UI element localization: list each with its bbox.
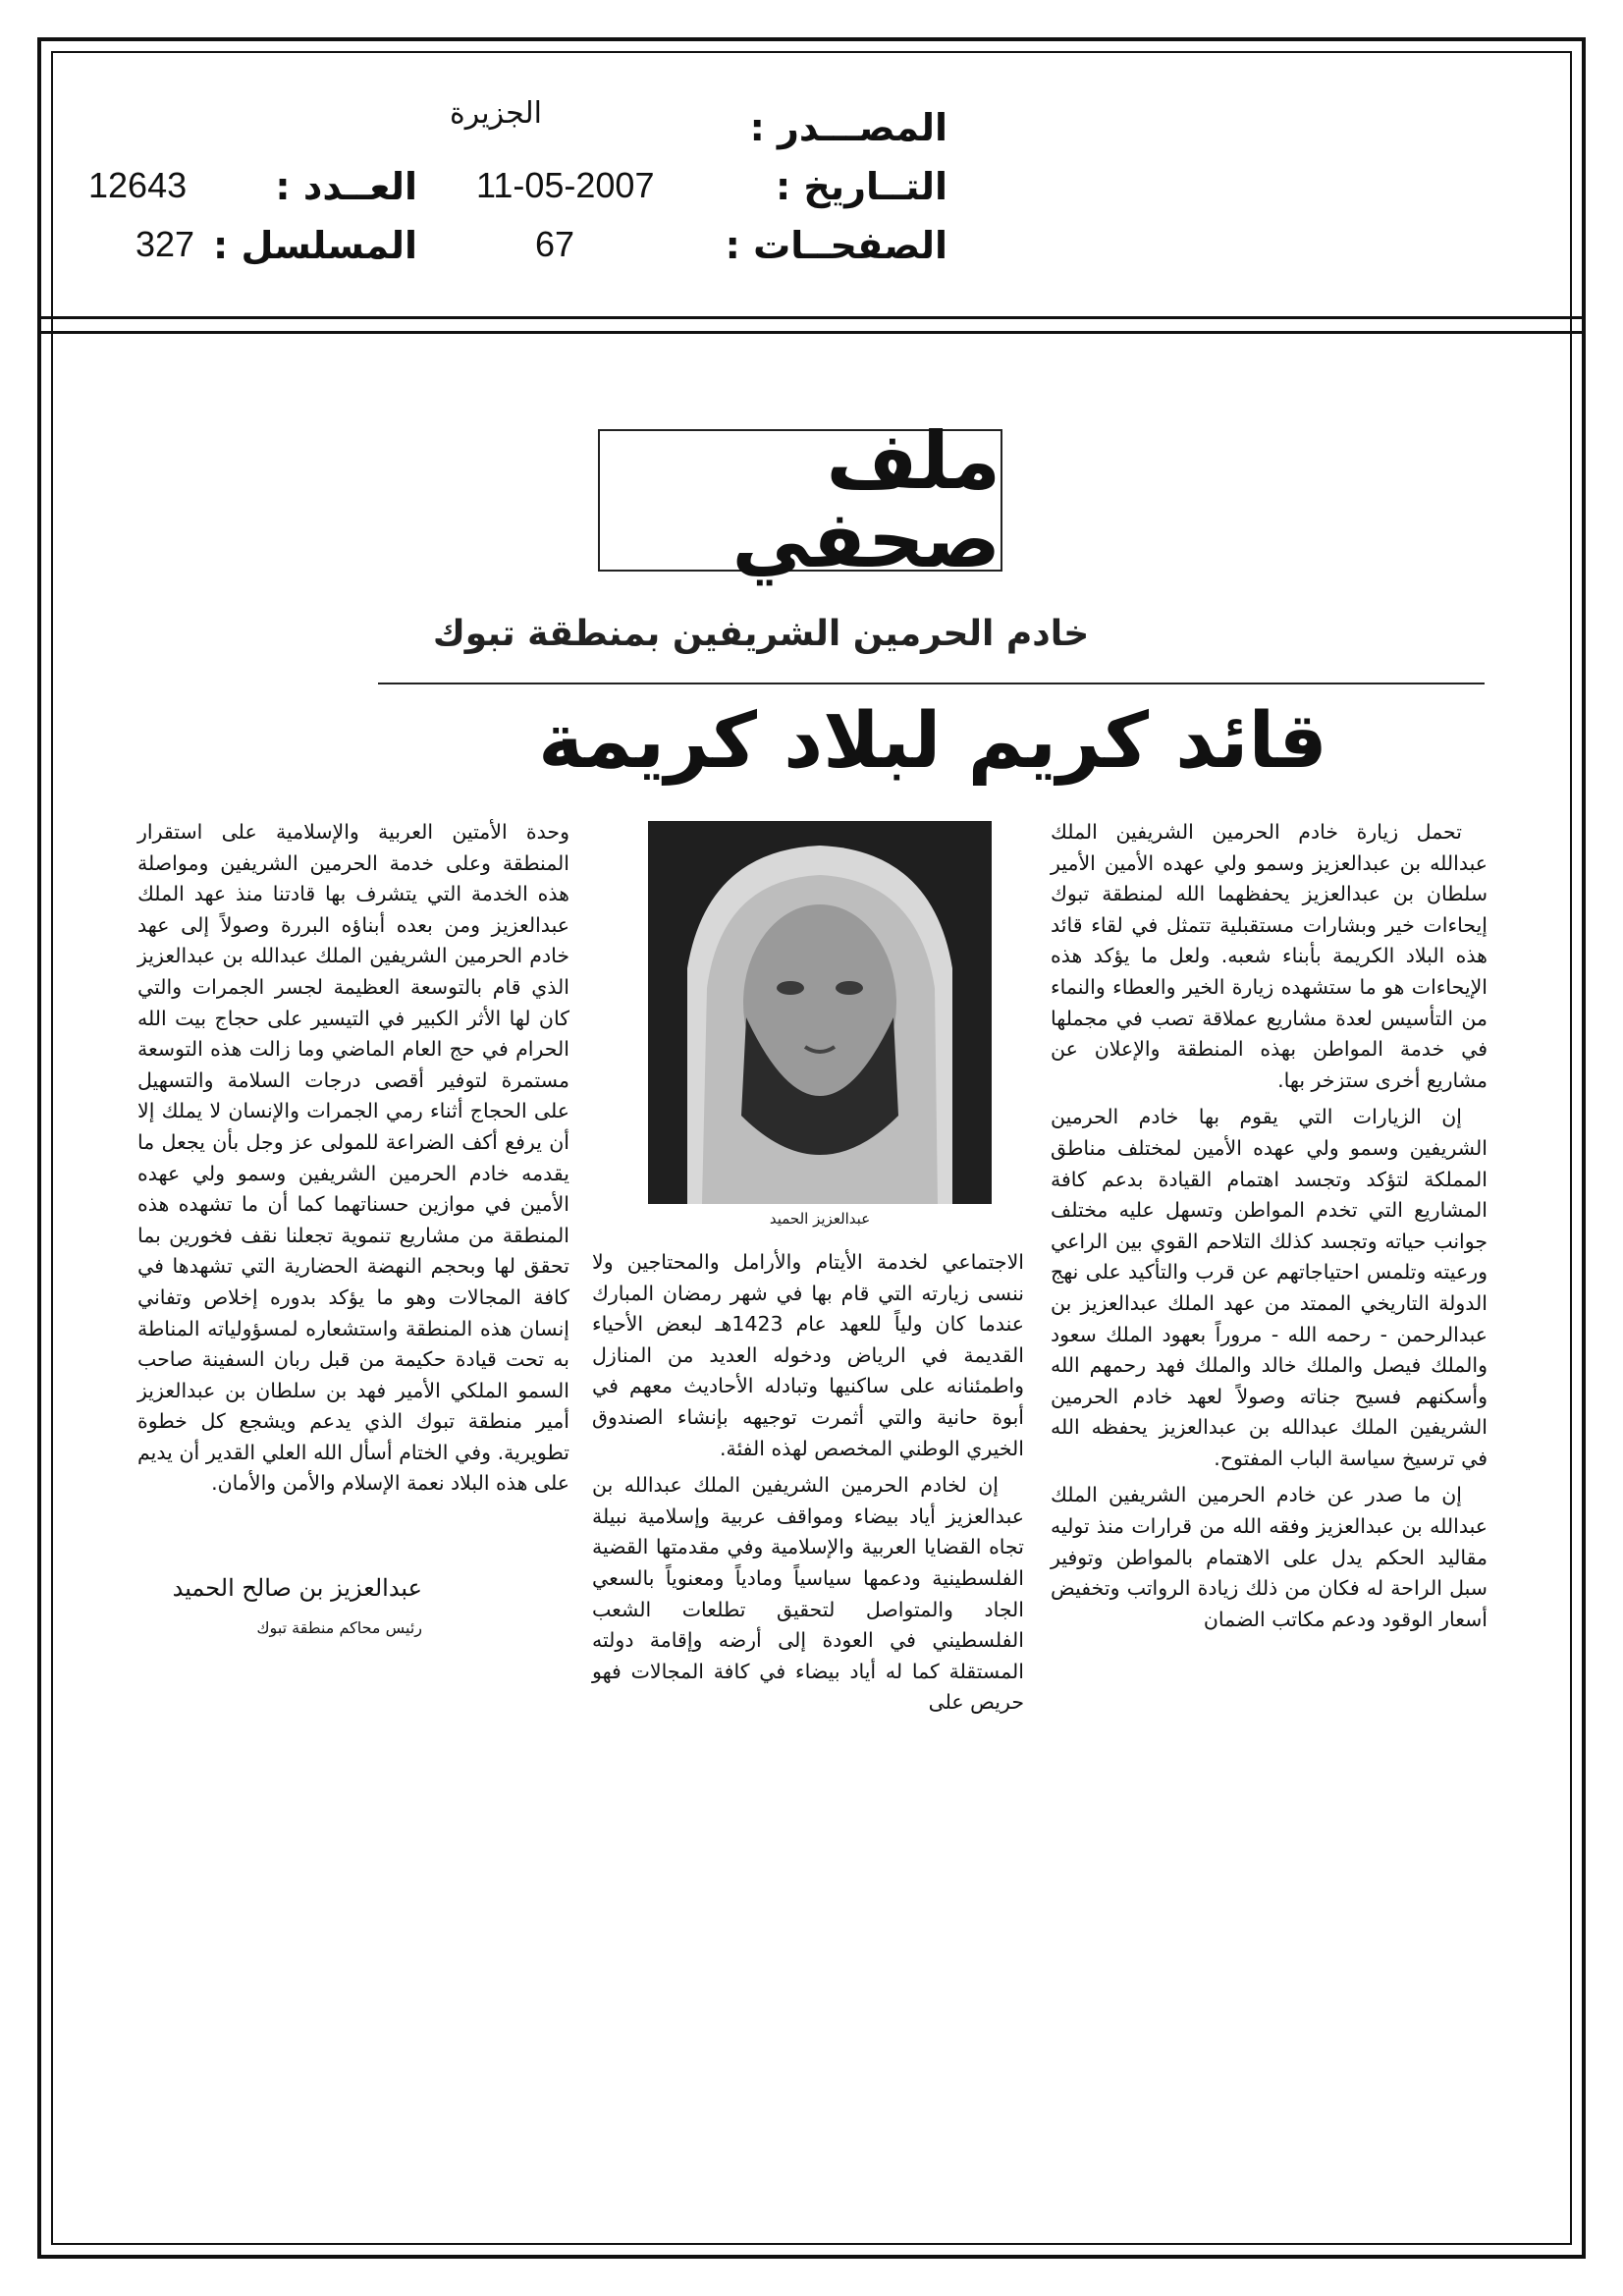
article-headline: قائد كريم لبلاد كريمة [538, 697, 1327, 786]
paragraph: تحمل زيارة خادم الحرمين الشريفين الملك عبدالله بن عبدالعزيز وسمو ولي عهده الأمين الأمير سلطان بن عبدالعزيز يحفظهما الله لمنطقة تبوك إيحاءات خير وبشارات مستقبلية تتمثل في لقاء قائد هذه البلاد الكريمة بأبناء شعبه. ولعل ما يؤكد هذه الإيحاءات هو ما ستشهده زيارة الخير والعطاء والنماء من التأسيس لعدة مشاريع عملاقة تصب في مجملها في خدمة المواطن بهذه المنطقة والإعلان عن مشاريع أخرى ستزخر بها. [1051, 820, 1488, 1092]
headline-rule [378, 683, 1485, 684]
pages-label: الصفحــات : [725, 224, 947, 267]
author-name: عبدالعزيز بن صالح الحميد [172, 1574, 422, 1602]
article-column-middle [592, 1247, 1024, 1724]
article-column-left [137, 817, 569, 1505]
paragraph: وحدة الأمتين العربية والإسلامية على استقرار المنطقة وعلى خدمة الحرمين الشريفين ومواصلة هذه الخدمة التي يتشرف بها قادتنا منذ عهد الملك عبدالعزيز ومن بعده أبناؤه البررة وصولاً إلى عهد خادم الحرمين الشريفين الملك عبدالله بن عبدالعزيز الذي قام بالتوسعة العظيمة لجسر الجمرات والتي كان لها الأثر الكبير في التيسير على حجاج بيت الله الحرام في حج العام الماضي وما زالت هذه التوسعة مستمرة لتوفير أقصى درجات السلامة والتسهيل على الحجاج أثناء رمي الجمرات والإنسان لا يملك إلا أن يرفع أكف الضراعة للمولى عز وجل بأن يجعل ما يقدمه خادم الحرمين الشريفين وسمو ولي عهده الأمين في موازين حسناتهما كما أن ما تشهده هذه المنطقة من مشاريع تنموية تجعلنا نقف فخورين بما تحقق لها وبحجم النهضة الحضارية التي تشهدها في كافة المجالات وهو ما يؤكد بدوره إخلاص وتفاني إنسان هذه المنطقة واستشعاره لمسؤولياته المناطة به تحت قيادة حكيمة من قبل ربان السفينة صاحب السمو الملكي الأمير فهد بن سلطان بن عبدالعزيز أمير منطقة تبوك الذي يدعم ويشجع كل خطوة تطويرية. وفي الختام أسأل الله العلي القدير أن يديم على هذه البلاد نعمة الإسلام والأمن والأمان. [137, 820, 569, 1496]
issue-value: 12643 [88, 165, 188, 205]
source-label: المصـــدر : [749, 106, 947, 149]
date-label: التــاريخ : [775, 165, 947, 208]
photo-caption: عبدالعزيز الحميد [769, 1210, 871, 1228]
paragraph: إن لخادم الحرمين الشريفين الملك عبدالله بن عبدالعزيز أياد بيضاء ومواقف عربية وإسلامية نبيلة تجاه القضايا العربية والإسلامية وفي مقدمتها القضية الفلسطينية ودعمها سياسياً ومادياً ومعنوياً بالسعي الجاد والمتواصل لتحقيق تطلعات الشعب الفلسطيني في العودة إلى أرضه وإقامة دولته المستقلة كما له أياد بيضاء في كافة المجالات فهو حريص على [592, 1473, 1024, 1715]
article-column-right [1051, 817, 1488, 1641]
pages-value: 67 [535, 224, 575, 264]
dossier-box [598, 414, 1002, 585]
portrait-image [648, 821, 992, 1204]
date-value: 11-05-2007 [476, 165, 655, 205]
header-divider [37, 316, 1586, 334]
author-title: رئيس محاكم منطقة تبوك [256, 1618, 422, 1637]
source-value: الجزيرة [450, 96, 543, 131]
serial-label: المسلسل : [213, 224, 417, 267]
paragraph: إن ما صدر عن خادم الحرمين الشريفين الملك عبدالله بن عبدالعزيز وفقه الله من قرارات منذ توليه مقاليد الحكم يدل على الاهتمام بالمواطن وتوفير سبل الراحة له فكان من ذلك زيادة الرواتب وتخفيض أسعار الوقود ودعم مكاتب الضمان [1051, 1483, 1488, 1631]
issue-label: العــدد : [275, 165, 417, 208]
dossier-label: ملف صحفي [731, 414, 1001, 585]
author-photo [648, 821, 992, 1204]
serial-value: 327 [135, 224, 195, 264]
paragraph: إن الزيارات التي يقوم بها خادم الحرمين الشريفين وسمو ولي عهده الأمين لمختلف مناطق المملكة لتؤكد وتجسد اهتمام القيادة بدعم كافة المشاريع التي تخدم المواطن وتسهل عليه مختلف جوانب حياته وتجسد كذلك التلاحم القوي بين الراعي ورعيته وتلمس احتياجاتهم عن قرب والتأكيد على نهج الدولة التاريخي الممتد من عهد الملك عبدالعزيز بن عبدالرحمن - رحمه الله - مروراً بعهود الملك سعود والملك فيصل والملك خالد والملك فهد رحمهم الله وأسكنهم فسيح جناته وصولاً لعهد خادم الحرمين الشريفين الملك عبدالله بن عبدالعزيز يحفظه الله في ترسيخ سياسة الباب المفتوح. [1051, 1105, 1488, 1470]
paragraph: الاجتماعي لخدمة الأيتام والأرامل والمحتاجين ولا ننسى زيارته التي قام بها في شهر رمضان المبارك عندما كان ولياً للعهد عام 1423هـ لبعض الأحياء القديمة في الرياض ودخوله العديد من المنازل واطمئنانه على ساكنيها وتبادله الأحاديث معهم في أبوة حانية والتي أثمرت توجيهه بإنشاء الصندوق الخيري الوطني المخصص لهذه الفئة. [592, 1250, 1024, 1460]
article-kicker: خادم الحرمين الشريفين بمنطقة تبوك [432, 614, 1090, 654]
